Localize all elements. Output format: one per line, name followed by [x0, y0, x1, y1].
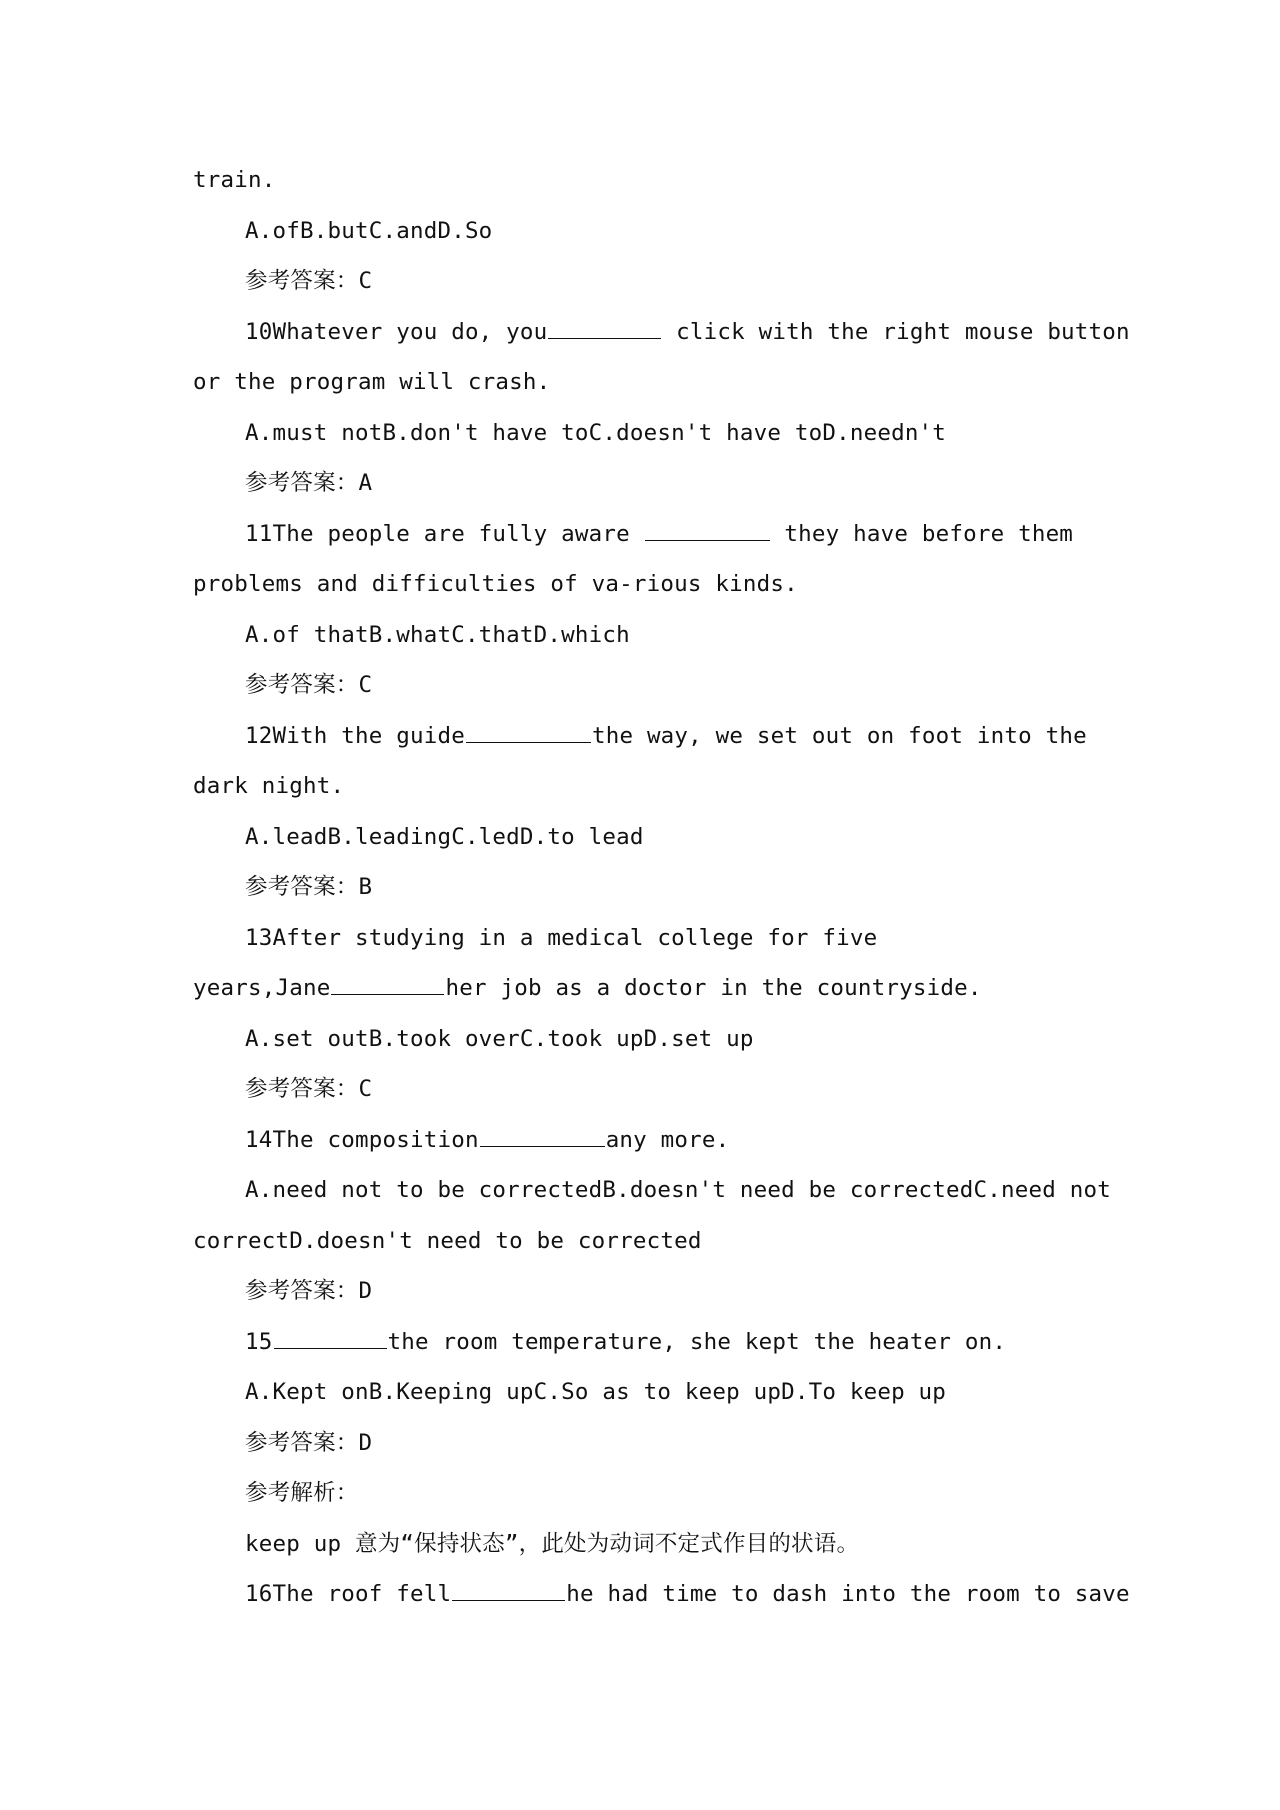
answer-blank — [466, 726, 591, 743]
q12-stem — [193, 711, 1093, 762]
answer-label: 参考答案： — [245, 1278, 359, 1304]
answer-label: 参考答案： — [245, 874, 359, 900]
stem-text-after-blank: click with the right mouse button — [662, 318, 1130, 345]
stem-text-after-blank: any more. — [605, 1126, 730, 1153]
answer-label: 参考答案： — [245, 470, 359, 496]
q11-options: A.of thatB.whatC.thatD.which — [245, 621, 630, 648]
stem-text-before-blank: 10Whatever you do, you — [245, 318, 548, 345]
stem-text-before-blank: 12With the guide — [245, 722, 465, 749]
answer-blank — [548, 322, 661, 339]
stem-text-before-blank: 16The roof fell — [245, 1581, 452, 1607]
answer-blank — [452, 1584, 565, 1601]
answer-label: 参考答案： — [245, 1076, 359, 1102]
answer-value: C — [358, 672, 373, 698]
q10-stem — [193, 307, 1130, 358]
stem-text-after-blank: her job as a doctor in the countryside. — [445, 975, 982, 1001]
q11-stem-continuation: problems and difficulties of va-rious kinds. — [193, 571, 798, 597]
q14-options-continuation: correctD.doesn't need to be corrected — [193, 1227, 702, 1254]
answer-blank — [480, 1130, 605, 1147]
q11-answer — [193, 660, 1093, 711]
q14-options: A.need not to be correctedB.doesn't need be correctedC.need not — [245, 1177, 1112, 1203]
answer-blank — [274, 1332, 387, 1349]
stem-text-before-blank: 11The people are fully aware — [245, 520, 644, 547]
q12-stem-continuation: dark night. — [193, 773, 345, 799]
answer-label: 参考答案： — [245, 672, 359, 698]
stem-text-before-blank: years,Jane — [193, 975, 331, 1001]
q11-stem — [193, 509, 1093, 560]
answer-value: D — [358, 1278, 373, 1304]
q15-options: A.Kept onB.Keeping upC.So as to keep upD.To keep up — [245, 1379, 947, 1405]
q15-answer — [193, 1418, 1093, 1469]
q14-stem — [193, 1115, 1093, 1166]
answer-label: 参考答案： — [245, 1429, 359, 1456]
q10-answer — [193, 458, 1093, 509]
answer-label: 参考答案： — [245, 268, 359, 294]
stem-text-before-blank: 14The composition — [245, 1126, 479, 1153]
q13-options: A.set outB.took overC.took upD.set up — [245, 1025, 754, 1052]
stem-text-after-blank: the way, we set out on foot into the — [591, 722, 1087, 749]
stem-text-after-blank: they have before them — [770, 520, 1074, 547]
answer-value: B — [358, 874, 373, 900]
q9-answer — [193, 256, 1093, 307]
q12-answer — [193, 862, 1093, 913]
q13-stem: 13After studying in a medical college for five — [245, 924, 878, 951]
q13-answer — [193, 1064, 1093, 1115]
q15-analysis-text: keep up 意为“保持状态”，此处为动词不定式作目的状语。 — [245, 1530, 860, 1557]
answer-value: D — [358, 1429, 373, 1456]
q10-options: A.must notB.don't have toC.doesn't have toD.needn't — [245, 419, 947, 446]
answer-value: C — [358, 268, 373, 294]
q15-analysis-label: 参考解析： — [245, 1480, 359, 1506]
answer-blank — [331, 978, 444, 995]
document-body — [193, 155, 1130, 1620]
stem-text-after-blank: the room temperature, she kept the heater on. — [387, 1328, 1007, 1355]
answer-value: A — [358, 470, 373, 496]
q9-options: A.ofB.butC.andD.So — [245, 217, 493, 244]
q13-stem-continuation — [193, 963, 1093, 1014]
q12-options: A.leadB.leadingC.ledD.to lead — [245, 823, 644, 850]
q9-stem-continuation: train. — [193, 167, 276, 193]
q10-stem-continuation: or the program will crash. — [193, 369, 551, 395]
answer-value: C — [358, 1076, 373, 1102]
stem-text-after-blank: he had time to dash into the room to save — [566, 1581, 1130, 1607]
q14-answer — [193, 1266, 1093, 1317]
q15-stem — [193, 1317, 1093, 1368]
answer-blank — [645, 524, 770, 541]
q16-stem — [193, 1569, 1130, 1620]
stem-text-before-blank: 15 — [245, 1328, 273, 1355]
